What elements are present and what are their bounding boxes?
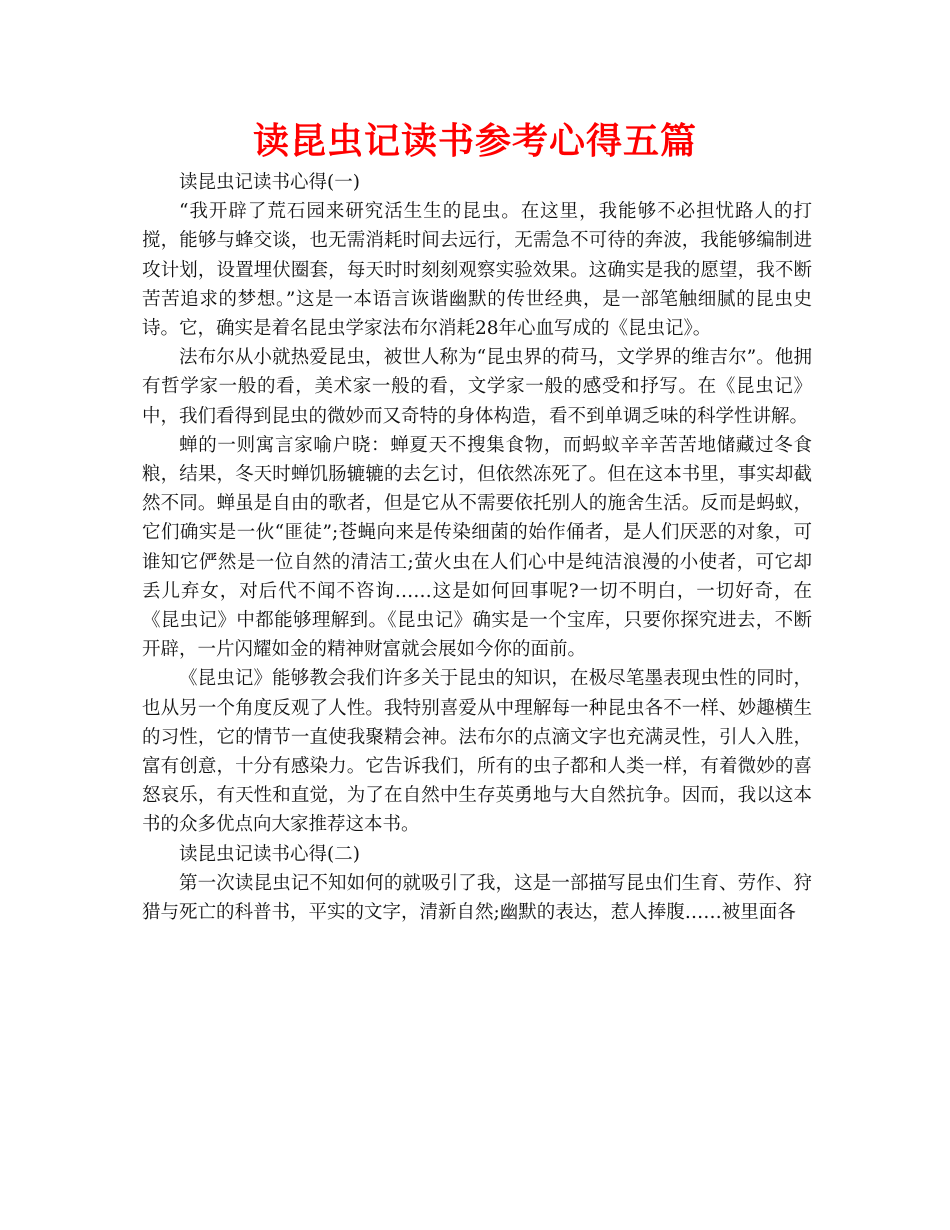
- section-heading-1: 读昆虫记读书心得(一): [179, 172, 360, 193]
- paragraph-3: 蝉的一则寓言家喻户晓：蝉夏天不搜集食物，而蚂蚁辛辛苦苦地储藏过冬食粮，结果，冬天时蝉饥肠辘辘的去乞讨，但依然冻死了。但在这本书里，事实却截然不同。蝉虽是自由的歌者，但是它从不需要依托别人的施舍生活。反而是蚂蚁，它们确实是一伙“匪徒”;苍蝇向来是传染细菌的始作俑者，是人们厌恶的对象，可谁知它俨然是一位自然的清洁工;萤火虫在人们心中是纯洁浪漫的小使者，可它却丢儿弃女，对后代不闻不咨询……这是如何回事呢?一切不明白，一切好奇，在《昆虫记》中都能够理解到。《昆虫记》确实是一个宝库，只要你探究进去，不断开辟，一片闪耀如金的精神财富就会展如今你的面前。: [142, 434, 812, 661]
- document-body: [142, 168, 812, 927]
- section-heading-2: 读昆虫记读书心得(二): [179, 843, 360, 865]
- page-title: 读昆虫记读书参考心得五篇: [252, 121, 697, 162]
- paragraph-1: “我开辟了荒石园来研究活生生的昆虫。在这里，我能够不必担忧路人的打搅，能够与蜂交谈，也无需消耗时间去远行，无需急不可待的奔波，我能够编制进攻计划，设置埋伏圈套，每天时时刻刻观察实验效果。这确实是我的愿望，我不断苦苦追求的梦想。”这是一本语言诙谐幽默的传世经典，是一部笔触细腻的昆虫史诗。它，确实是着名昆虫学家法布尔消耗28年心血写成的《昆虫记》。: [142, 201, 812, 340]
- paragraph-5: 第一次读昆虫记不知如何的就吸引了我，这是一部描写昆虫们生育、劳作、狩猎与死亡的科普书，平实的文字，清新自然;幽默的表达，惹人捧腹……被里面各: [142, 872, 812, 924]
- paragraph-4: 《昆虫记》能够教会我们许多关于昆虫的知识，在极尽笔墨表现虫性的同时，也从另一个角度反观了人性。我特别喜爱从中理解每一种昆虫各不一样、妙趣横生的习性，它的情节一直使我聚精会神。法布尔的点滴文字也充满灵性，引人入胜，富有创意，十分有感染力。它告诉我们，所有的虫子都和人类一样，有着微妙的喜怒哀乐，有天性和直觉，为了在自然中生存英勇地与大自然抗争。因而，我以这本书的众多优点向大家推荐这本书。: [142, 668, 812, 836]
- paragraph-2: 法布尔从小就热爱昆虫，被世人称为“昆虫界的荷马，文学界的维吉尔”。他拥有哲学家一般的看，美术家一般的看，文学家一般的感受和抒写。在《昆虫记》中，我们看得到昆虫的微妙而又奇特的身体构造，看不到单调乏味的科学性讲解。: [142, 347, 812, 427]
